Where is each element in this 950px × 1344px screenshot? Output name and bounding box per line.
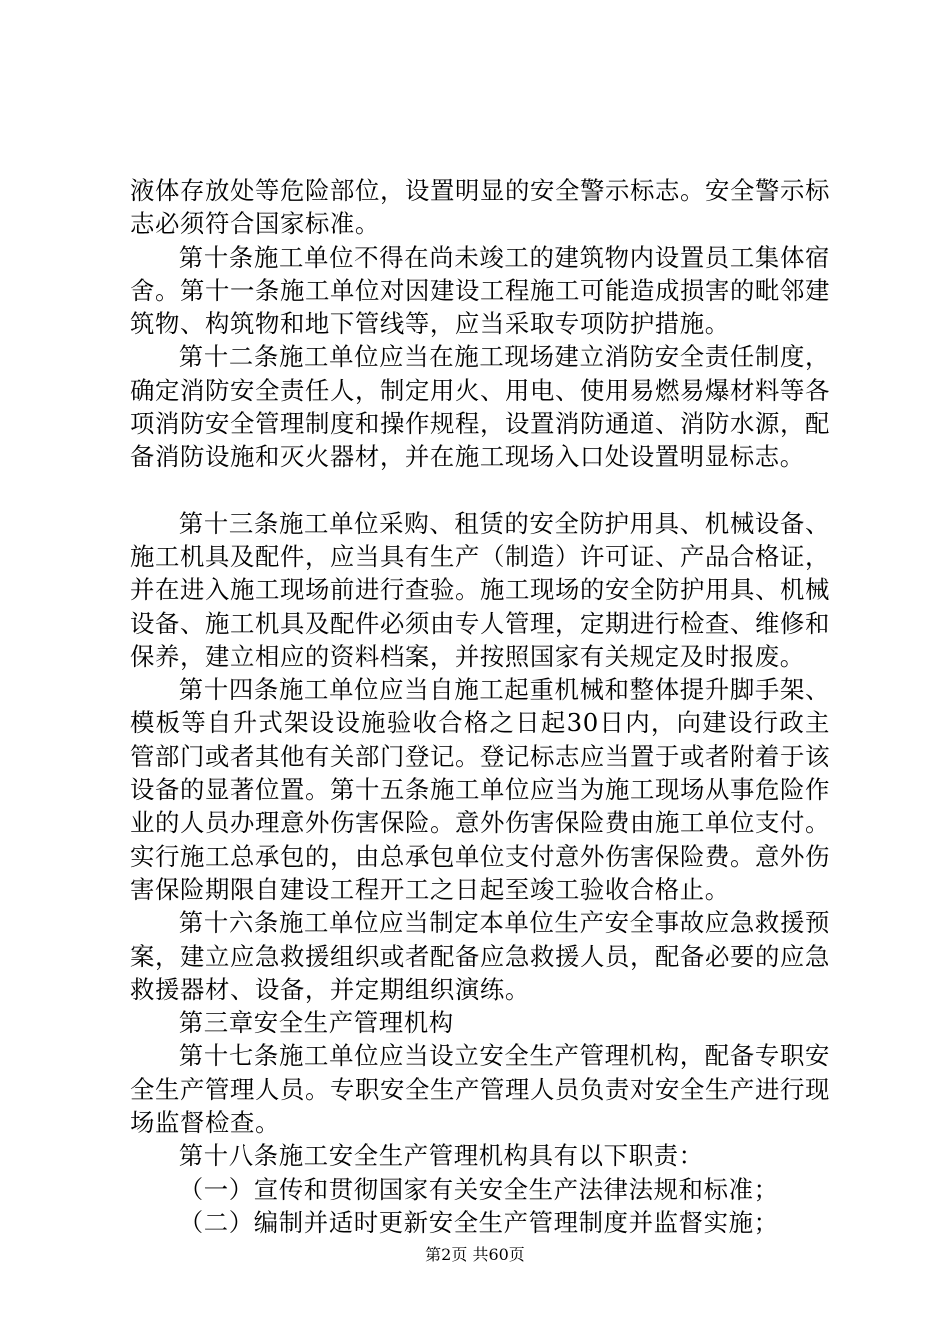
paragraph-article-14-15: 第十四条施工单位应当自施工起重机械和整体提升脚手架、模板等自升式架设设施验收合格之日起30日内，向建设行政主管部门或者其他有关部门登记。登记标志应当置于或者附着于该设备的显著位置。第十五条施工单位应当为施工现场从事危险作业的人员办理意外伤害保险。意外伤害保险费由施工单位支付。实行施工总承包的，由总承包单位支付意外伤害保险费。意外伤害保险期限自建设工程开工之日起至竣工验收合格止。 [130,675,830,904]
chapter-heading: 第三章安全生产管理机构 [178,1008,454,1038]
list-item-2: （二）编制并适时更新安全生产管理制度并监督实施； [178,1207,779,1237]
paragraph-article-18: 第十八条施工安全生产管理机构具有以下职责： [178,1141,704,1171]
document-body [130,174,830,1239]
paragraph-article-12: 第十二条施工单位应当在施工现场建立消防安全责任制度，确定消防安全责任人，制定用火、用电、使用易燃易爆材料等各项消防安全管理制度和操作规程，设置消防通道、消防水源，配备消防设施和灭火器材，并在施工现场入口处设置明显标志。 [130,342,830,472]
paragraph-article-10-11: 第十条施工单位不得在尚未竣工的建筑物内设置员工集体宿舍。第十一条施工单位对因建设工程施工可能造成损害的毗邻建筑物、构筑物和地下管线等，应当采取专项防护措施。 [130,242,830,339]
paragraph-article-16: 第十六条施工单位应当制定本单位生产安全事故应急救援预案，建立应急救援组织或者配备应急救援人员，配备必要的应急救援器材、设备，并定期组织演练。 [130,908,830,1004]
page-number-footer: 第2页 共60页 [425,1245,525,1264]
paragraph-article-13: 第十三条施工单位采购、租赁的安全防护用具、机械设备、施工机具及配件，应当具有生产（制造）许可证、产品合格证，并在进入施工现场前进行查验。施工现场的安全防护用具、机械设备、施工机具及配件必须由专人管理，定期进行检查、维修和保养，建立相应的资料档案，并按照国家有关规定及时报废。 [130,508,830,671]
paragraph-article-17: 第十七条施工单位应当设立安全生产管理机构，配备专职安全生产管理人员。专职安全生产管理人员负责对安全生产进行现场监督检查。 [130,1041,830,1138]
paragraph-continuation: 液体存放处等危险部位，设置明显的安全警示标志。安全警示标志必须符合国家标准。 [130,176,830,239]
list-item-1: （一）宣传和贯彻国家有关安全生产法律法规和标准； [178,1174,779,1204]
